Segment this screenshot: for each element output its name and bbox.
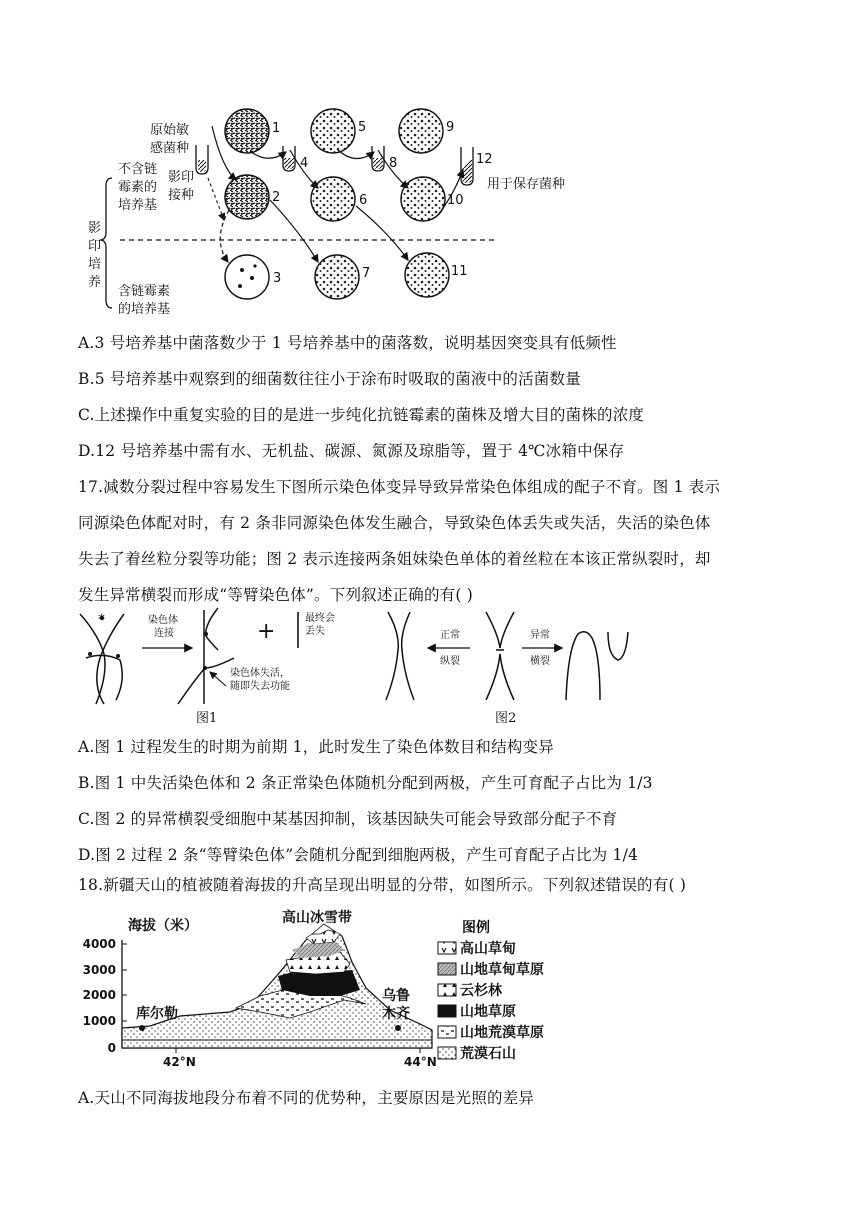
svg-text:接种: 接种 xyxy=(168,188,195,203)
connect-label xyxy=(148,613,178,639)
svg-text:正常: 正常 xyxy=(440,630,460,641)
svg-text:乌鲁: 乌鲁 xyxy=(382,988,410,1004)
svg-text:44°N: 44°N xyxy=(404,1055,437,1069)
q17-option-c: C.图 2 的异常横裂受细胞中某基因抑制，该基因缺失可能会导致部分配子不育 xyxy=(78,810,618,828)
svg-text:8: 8 xyxy=(389,156,398,171)
svg-text:连接: 连接 xyxy=(154,628,174,639)
svg-text:*: * xyxy=(98,612,105,628)
svg-text:荒漠石山: 荒漠石山 xyxy=(460,1046,516,1062)
svg-text:影印: 影印 xyxy=(168,170,195,185)
svg-text:含链霉素: 含链霉素 xyxy=(118,284,171,299)
svg-text:异常: 异常 xyxy=(530,630,550,641)
svg-text:感菌种: 感菌种 xyxy=(150,141,190,156)
q17-stem-2: 同源染色体配对时，有 2 条非同源染色体发生融合，导致染色体丢失或失活，失活的染色体 xyxy=(78,514,711,532)
peak-label: 高山冰雪带 xyxy=(282,910,352,926)
svg-text:1: 1 xyxy=(272,121,281,136)
svg-text:2: 2 xyxy=(272,190,281,205)
isochromosomes xyxy=(566,632,628,700)
svg-text:1000: 1000 xyxy=(82,1014,116,1028)
q17-option-a: A.图 1 过程发生的时期为前期 1，此时发生了染色体数目和结构变异 xyxy=(78,738,554,756)
svg-text:木齐: 木齐 xyxy=(382,1006,410,1022)
legend xyxy=(438,940,544,1062)
svg-text:0: 0 xyxy=(107,1041,116,1055)
q16-option-c: C.上述操作中重复实验的目的是进一步纯化抗链霉素的菌株及增大目的菌株的浓度 xyxy=(78,406,645,424)
inactive-label xyxy=(230,666,290,692)
replica-culture-label xyxy=(88,221,101,290)
svg-text:4: 4 xyxy=(300,156,309,171)
svg-text:随即失去功能: 随即失去功能 xyxy=(230,681,290,692)
plus-sign: + xyxy=(257,619,276,644)
svg-text:山地草原: 山地草原 xyxy=(460,1004,516,1020)
fused-chromosome xyxy=(178,608,234,704)
svg-text:染色体失活，: 染色体失活， xyxy=(230,668,290,679)
svg-text:霉素的: 霉素的 xyxy=(118,180,158,195)
svg-text:3: 3 xyxy=(273,271,282,286)
q17-option-d: D.图 2 过程 2 条“等臂染色体”会随机分配到细胞两极，产生可育配子占比为 1/4 xyxy=(78,846,639,864)
korla-label: 库尔勒 xyxy=(136,1006,178,1022)
svg-text:9: 9 xyxy=(446,120,455,135)
strep-medium-label xyxy=(118,284,170,317)
replica-inoculation-label xyxy=(168,170,194,203)
preserve-strain-label: 用于保存菌种 xyxy=(487,177,566,192)
fig2-normal-split xyxy=(386,612,414,700)
y-ticks xyxy=(83,937,116,1055)
svg-text:4000: 4000 xyxy=(82,937,116,951)
fig2-centromere xyxy=(486,612,514,700)
q17-stem-3: 失去了着丝粒分裂等功能；图 2 表示连接两条姐妹染色单体的着丝粒在本该正常纵裂时，却 xyxy=(78,550,711,568)
svg-text:10: 10 xyxy=(447,193,464,208)
x-ticks xyxy=(163,1055,437,1069)
svg-text:7: 7 xyxy=(362,266,371,281)
svg-text:高山草甸: 高山草甸 xyxy=(460,941,516,957)
lost-label xyxy=(305,611,335,637)
svg-text:山地荒漠草原: 山地荒漠草原 xyxy=(460,1025,544,1041)
svg-text:的培养基: 的培养基 xyxy=(118,302,171,317)
q18-option-a: A.天山不同海拔地段分布着不同的优势种，主要原因是光照的差异 xyxy=(78,1089,535,1107)
urumqi-label xyxy=(382,987,410,1022)
svg-text:养: 养 xyxy=(88,275,102,290)
svg-text:11: 11 xyxy=(451,264,468,279)
q16-option-a: A.3 号培养基中菌落数少于 1 号培养基中的菌落数，说明基因突变具有低频性 xyxy=(78,334,617,352)
fig2-caption: 图2 xyxy=(495,711,517,724)
svg-text:42°N: 42°N xyxy=(163,1055,196,1069)
svg-text:丢失: 丢失 xyxy=(305,626,325,637)
legend-title: 图例 xyxy=(462,920,490,936)
plate-numbers xyxy=(272,120,493,286)
svg-text:山地草甸草原: 山地草甸草原 xyxy=(460,962,544,978)
svg-text:2000: 2000 xyxy=(82,988,116,1002)
q17-stem-1: 17.减数分裂过程中容易发生下图所示染色体变异导致异常染色体组成的配子不育。图 1 表示 xyxy=(78,478,721,496)
svg-text:横裂: 横裂 xyxy=(530,656,550,667)
q17-option-b: B.图 1 中失活染色体和 2 条正常染色体随机分配到两极，产生可育配子占比为 1/3 xyxy=(78,774,653,792)
svg-text:6: 6 xyxy=(359,193,368,208)
chromosome-figures xyxy=(0,604,860,724)
svg-text:培养基: 培养基 xyxy=(118,198,158,213)
svg-text:云杉林: 云杉林 xyxy=(460,983,502,999)
svg-text:影: 影 xyxy=(88,221,102,236)
replica-plating-figure xyxy=(0,0,860,330)
no-strep-medium-label xyxy=(118,162,157,213)
fig1-caption: 图1 xyxy=(196,711,218,724)
svg-text:印: 印 xyxy=(88,239,102,254)
svg-text:染色体: 染色体 xyxy=(148,615,178,626)
svg-text:3000: 3000 xyxy=(82,963,116,977)
svg-text:原始敏: 原始敏 xyxy=(150,123,190,138)
q18-stem: 18.新疆天山的植被随着海拔的升高呈现出明显的分带，如图所示。下列叙述错误的有( ) xyxy=(78,876,687,894)
q16-option-d: D.12 号培养基中需有水、无机盐、碳源、氮源及琼脂等，置于 4℃冰箱中保存 xyxy=(78,442,625,460)
svg-text:最终会: 最终会 xyxy=(305,613,335,624)
svg-text:培: 培 xyxy=(88,257,102,272)
y-axis-label: 海拔（米） xyxy=(128,918,198,934)
svg-text:不含链: 不含链 xyxy=(118,162,158,177)
svg-text:5: 5 xyxy=(358,120,367,135)
q16-option-b: B.5 号培养基中观察到的细菌数往往小于涂布时吸取的菌液中的活菌数量 xyxy=(78,370,581,388)
tianshan-profile-chart xyxy=(0,900,860,1080)
q17-stem-4: 发生异常横裂而形成“等臂染色体”。下列叙述正确的有( ) xyxy=(78,586,473,604)
original-strain-label xyxy=(150,123,189,156)
svg-text:12: 12 xyxy=(476,152,493,167)
svg-text:纵裂: 纵裂 xyxy=(440,656,460,667)
